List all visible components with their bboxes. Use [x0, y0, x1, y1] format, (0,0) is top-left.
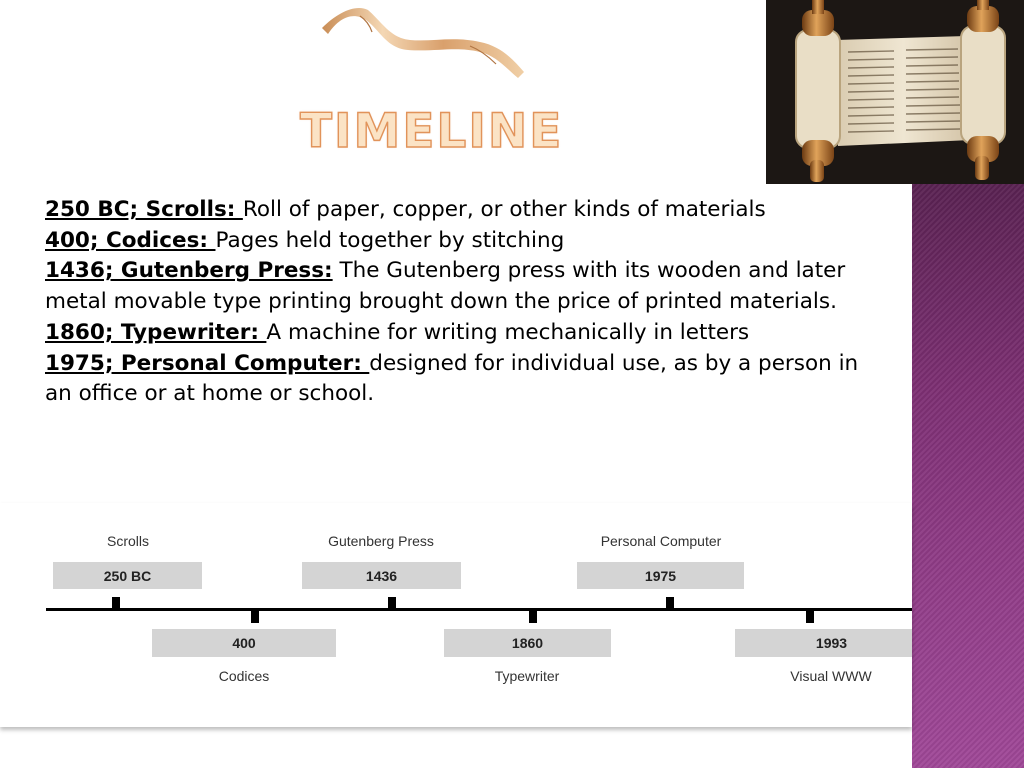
timeline-label: Typewriter: [494, 668, 560, 684]
ribbon-ornament: [320, 6, 532, 86]
timeline-event-visual-www: [735, 611, 912, 684]
entry-description: A machine for writing mechanically in letters: [266, 319, 750, 345]
entry-term: 400; Codices:: [45, 227, 216, 253]
entry-description: Roll of paper, copper, or other kinds of materials: [242, 197, 766, 222]
timeline-tick: [388, 597, 396, 609]
timeline-year: 1975: [644, 568, 677, 584]
timeline-tick: [112, 597, 120, 609]
timeline-year: 1993: [815, 635, 848, 651]
timeline-year: 1860: [511, 635, 544, 651]
timeline-year: 400: [232, 635, 256, 651]
entry-description: Pages held together by stitching: [215, 227, 565, 253]
slide-title: TIMELINE: [300, 104, 564, 159]
timeline-tick: [251, 611, 259, 623]
timeline-label: Codices: [218, 668, 270, 684]
entry-scrolls: [45, 195, 865, 226]
timeline-diagram: [0, 503, 912, 727]
timeline-label: Personal Computer: [600, 533, 722, 549]
timeline-label: Visual WWW: [790, 668, 872, 684]
entry-description: The Gutenberg press with its wooden and later metal movable type printing brought down the price of printed materials.: [45, 258, 846, 315]
timeline-event-gutenberg-press: [302, 533, 461, 609]
timeline-figure: [0, 503, 912, 727]
timeline-event-codices: [152, 611, 336, 684]
decorative-purple-bar: [912, 184, 1024, 768]
timeline-event-typewriter: [444, 611, 611, 684]
timeline-tick: [529, 611, 537, 623]
entry-typewriter: [45, 318, 865, 349]
entry-personal-computer: [45, 349, 865, 410]
entry-codices: [45, 226, 865, 257]
timeline-year: 1436: [365, 568, 398, 584]
timeline-tick: [666, 597, 674, 609]
entry-term: 250 BC; Scrolls:: [45, 197, 243, 222]
timeline-axis: [46, 608, 912, 611]
entry-description: designed for individual use, as by a person in an office or at home or school.: [45, 350, 859, 407]
entry-term: 1436; Gutenberg Press:: [45, 258, 333, 284]
entry-term: 1860; Typewriter:: [45, 319, 267, 345]
timeline-label: Gutenberg Press: [328, 533, 434, 549]
scroll-photo: [766, 0, 1024, 184]
timeline-year: 250 BC: [103, 568, 152, 584]
timeline-description: [45, 195, 865, 410]
timeline-tick: [806, 611, 814, 623]
timeline-label: Scrolls: [106, 533, 150, 549]
timeline-event-scrolls: [53, 533, 202, 609]
entry-term: 1975; Personal Computer:: [45, 350, 370, 376]
timeline-event-personal-computer: [577, 533, 744, 609]
entry-gutenberg-press: [45, 256, 865, 317]
